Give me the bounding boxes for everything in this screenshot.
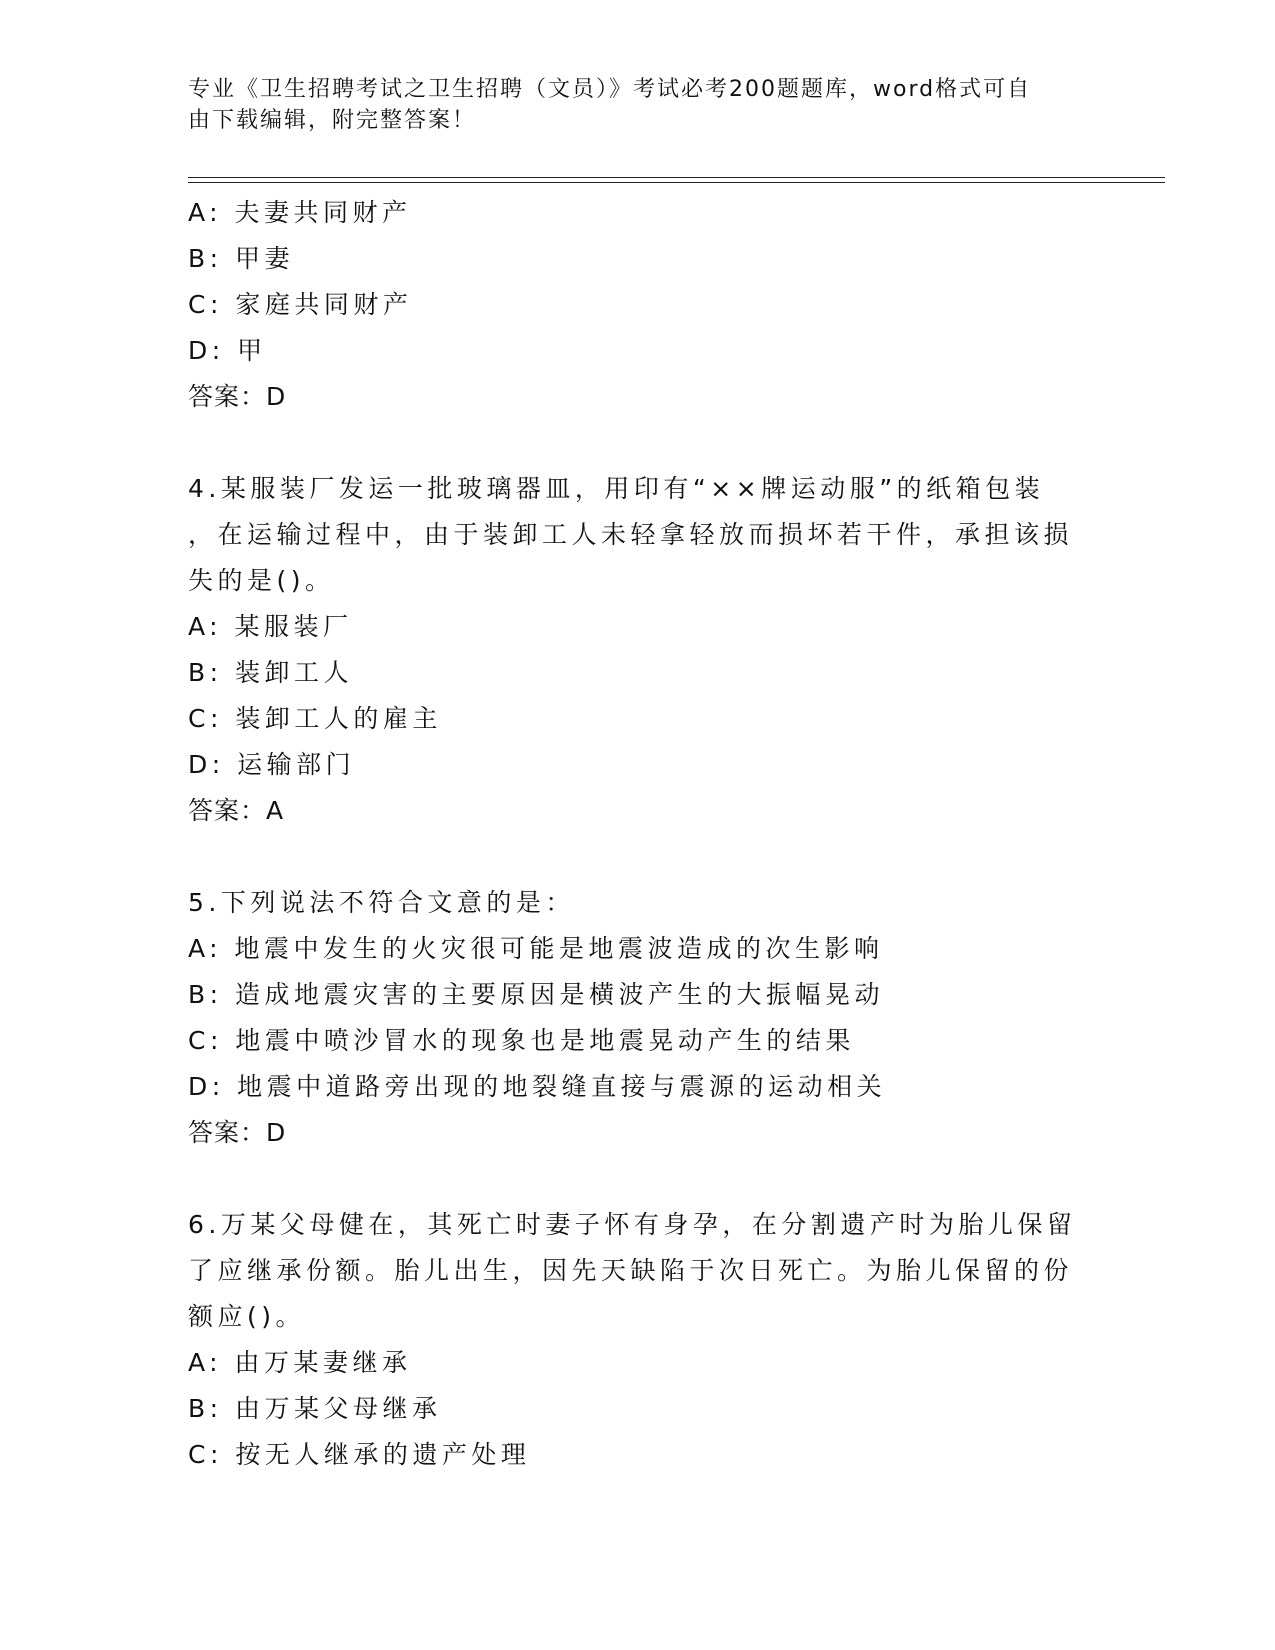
document-header [188,74,1068,136]
answer: 答案：D [188,382,287,411]
option-d: D: 地震中道路旁出现的地裂缝直接与震源的运动相关 [188,1072,887,1101]
option-a: A: 由万某妻继承 [188,1348,412,1377]
option-b: B: 装卸工人 [188,658,354,687]
question-3 [188,190,1078,420]
option-b: B: 造成地震灾害的主要原因是横波产生的大振幅晃动 [188,980,885,1009]
spacer [188,1156,1078,1202]
answer: 答案：A [188,796,285,825]
question-6 [188,1202,1078,1478]
question-text-line: 6.万某父母健在，其死亡时妻子怀有身孕，在分割遗产时为胎儿保留 [188,1210,1077,1239]
question-text-line: 额应()。 [188,1302,306,1331]
spacer [188,834,1078,880]
option-c: C: 装卸工人的雇主 [188,704,442,733]
question-text-line: ，在运输过程中，由于装卸工人未轻拿轻放而损坏若干件，承担该损 [188,520,1074,549]
option-d: D: 运输部门 [188,750,356,779]
option-a: A: 某服装厂 [188,612,353,641]
question-5 [188,880,1078,1156]
spacer [188,420,1078,466]
question-text-line: 5.下列说法不符合文意的是： [188,888,575,917]
option-b: B: 由万某父母继承 [188,1394,442,1423]
header-line-1: 专业《卫生招聘考试之卫生招聘（文员）》考试必考200题题库，word格式可自 [188,77,1032,102]
question-text-line: 失的是()。 [188,566,335,595]
document-body [188,190,1078,1478]
option-d: D: 甲 [188,336,267,365]
question-4 [188,466,1078,834]
header-line-2: 由下载编辑，附完整答案！ [188,108,477,133]
option-c: C: 按无人继承的遗产处理 [188,1440,531,1469]
question-text-line: 4.某服装厂发运一批玻璃器皿，用印有“××牌运动服”的纸箱包装 [188,474,1045,503]
option-c: C: 家庭共同财产 [188,290,413,319]
answer: 答案：D [188,1118,287,1147]
option-c: C: 地震中喷沙冒水的现象也是地震晃动产生的结果 [188,1026,855,1055]
header-divider-bottom [188,182,1165,183]
header-divider-top [188,177,1165,178]
question-text-line: 了应继承份额。胎儿出生，因先天缺陷于次日死亡。为胎儿保留的份 [188,1256,1074,1285]
option-a: A: 地震中发生的火灾很可能是地震波造成的次生影响 [188,934,884,963]
option-a: A: 夫妻共同财产 [188,198,412,227]
option-b: B: 甲妻 [188,244,295,273]
